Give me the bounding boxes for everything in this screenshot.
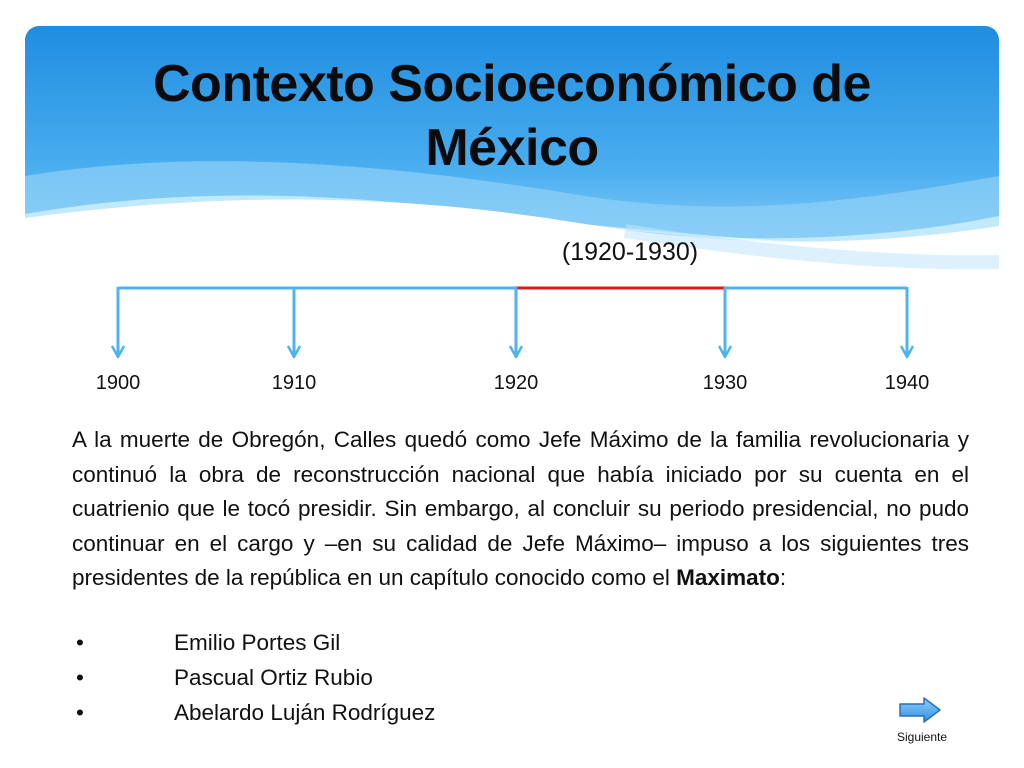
period-label: (1920-1930): [561, 238, 699, 266]
maximato-term: Maximato: [676, 565, 780, 590]
next-label: Siguiente: [896, 730, 948, 744]
president-name: Abelardo Luján Rodríguez: [174, 700, 436, 725]
body-paragraph: [72, 423, 969, 596]
year-label-1910: 1910: [271, 372, 317, 394]
next-button[interactable]: [884, 694, 960, 746]
paragraph-text: A la muerte de Obregón, Calles quedó como Jefe Máximo de la familia revolucionaria y continuó la obra de reconstrucción nacional que había iniciado por su cuenta en el cuatrienio que le tocó presidir. Sin embargo, al concluir su periodo presidencial, no pudo continuar en el cargo y –en su calidad de Jefe Máximo– impuso a los siguientes tres presidentes de la república en un capítulo conocido como el: [72, 427, 969, 590]
bullet: •: [76, 630, 84, 655]
bullet: •: [76, 665, 84, 690]
title-line-1: Contexto Socioeconómico de: [153, 55, 871, 113]
president-name: Pascual Ortiz Rubio: [174, 665, 373, 690]
right-arrow-icon: [898, 696, 942, 724]
year-label-1900: 1900: [95, 372, 141, 394]
year-label-1920: 1920: [493, 372, 539, 394]
bullet: •: [76, 700, 84, 725]
list-item: [72, 625, 672, 660]
list-item: [72, 695, 672, 730]
president-list: [72, 625, 672, 730]
president-name: Emilio Portes Gil: [174, 630, 341, 655]
year-label-1930: 1930: [702, 372, 748, 394]
paragraph-colon: :: [779, 565, 787, 590]
list-item: [72, 660, 672, 695]
title-line-2: México: [425, 119, 599, 177]
year-label-1940: 1940: [884, 372, 930, 394]
